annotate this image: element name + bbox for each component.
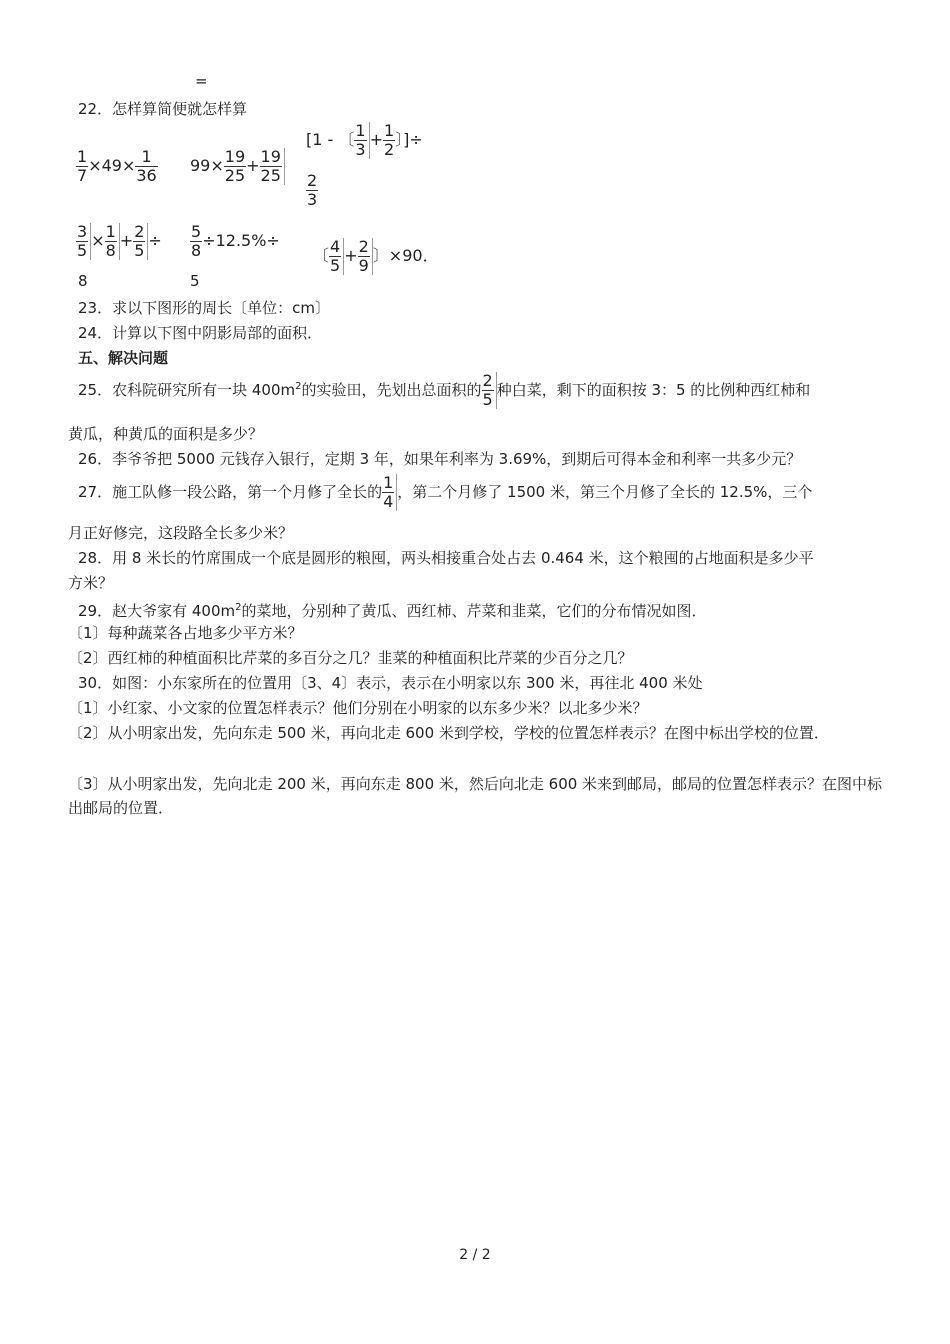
q27-line2: 月正好修完，这段路全长多少米？ xyxy=(68,524,294,542)
q30-sub2: 〔2〕从小明家出发，先向东走 500 米，再向北走 600 米到学校，学校的位置怎样表示？在图中标出学校的位置． xyxy=(68,724,829,742)
q26: 26．李爷爷把 5000 元钱存入银行，定期 3 年，如果年利率为 3.69%，到期后可得本金和利率一共多少元？ xyxy=(78,450,802,468)
q29: 29．赵大爷家有 $400m^2$的菜地，分别种了黄瓜、西红柿、芹菜和韭菜，它们的分布情况如图． xyxy=(78,602,707,620)
q22-expr-1: $\frac{1}{7}$ ×49× $\frac{1}{36}$ xyxy=(77,147,157,185)
q30: 30．如图：小东家所在的位置用〔3、4〕表示，表示在小明家以东 300 米，再往北 400 米处 xyxy=(78,674,703,692)
q29-sub2: 〔2〕西红柿的种植面积比芹菜的多百分之几？韭菜的种植面积比芹菜的少百分之几？ xyxy=(68,649,633,667)
q23: 23．求以下图形的周长〔单位：cm〕 xyxy=(78,299,330,317)
q27-line1: 27．施工队修一段公路，第一个月修了全长的 $\frac{1}{4}$ ，第二个月修了 1500 米，第三个月修了全长的 12.5%，三个 xyxy=(78,473,813,511)
section-heading: 五、解决问题 xyxy=(78,349,169,367)
q22-expr-6: 〔 $\frac{4}{5}$ + $\frac{2}{9}$ 〕×90． xyxy=(313,237,439,275)
q25-line2: 黄瓜，种黄瓜的面积是多少？ xyxy=(68,425,264,443)
q22-expr-5: $\frac{5}{8}$ ÷12.5%÷ xyxy=(191,222,280,260)
q30-sub1: 〔1〕小红家、小文家的位置怎样表示？他们分别在小明家的以东多少米？以北多少米？ xyxy=(68,699,648,717)
q22-expr-4: $\frac{3}{5}$ × $\frac{1}{8}$ + $\frac{2}{5}$ ÷ xyxy=(77,222,162,260)
q25-line1: 25．农科院研究所有一块 $400m^2$的实验田，先划出总面积的 $\frac{2}{5}$ 种白菜，剩下的面积按 3：5 的比例种西红柿和 xyxy=(78,371,811,409)
q30-sub3: 〔3〕从小明家出发，先向北走 200 米，再向东走 800 米，然后向北走 600 米来到邮局，邮局的位置怎样表示？在图中标出邮局的位置． xyxy=(68,775,883,817)
q22-expr-5-below: 5 xyxy=(190,272,200,290)
q22-expr-4-below: 8 xyxy=(78,272,88,290)
q28-line2: 方米？ xyxy=(68,574,114,592)
q22-expr-2: 99× $\frac{19}{25}$ + $\frac{19}{25}$ xyxy=(190,148,285,185)
q22-expr-3: [1 - 〔 $\frac{1}{3}$ + $\frac{1}{2}$ 〕]÷ xyxy=(306,121,423,159)
q22-expr-3-divisor: $\frac{2}{3}$ xyxy=(307,171,318,209)
q28-line1: 28．用 8 米长的竹席围成一个底是圆形的粮囤，两头相接重合处占去 0.464 米，这个粮囤的占地面积是多少平 xyxy=(78,549,814,567)
q24: 24．计算以下图中阴影局部的面积． xyxy=(78,324,323,342)
q22-label: 22．怎样算简便就怎样算 xyxy=(78,100,248,118)
q29-sub1: 〔1〕每种蔬菜各占地多少平方米？ xyxy=(68,624,303,642)
equals-sign: = xyxy=(195,72,208,90)
page-number: 2 / 2 xyxy=(459,1247,491,1263)
